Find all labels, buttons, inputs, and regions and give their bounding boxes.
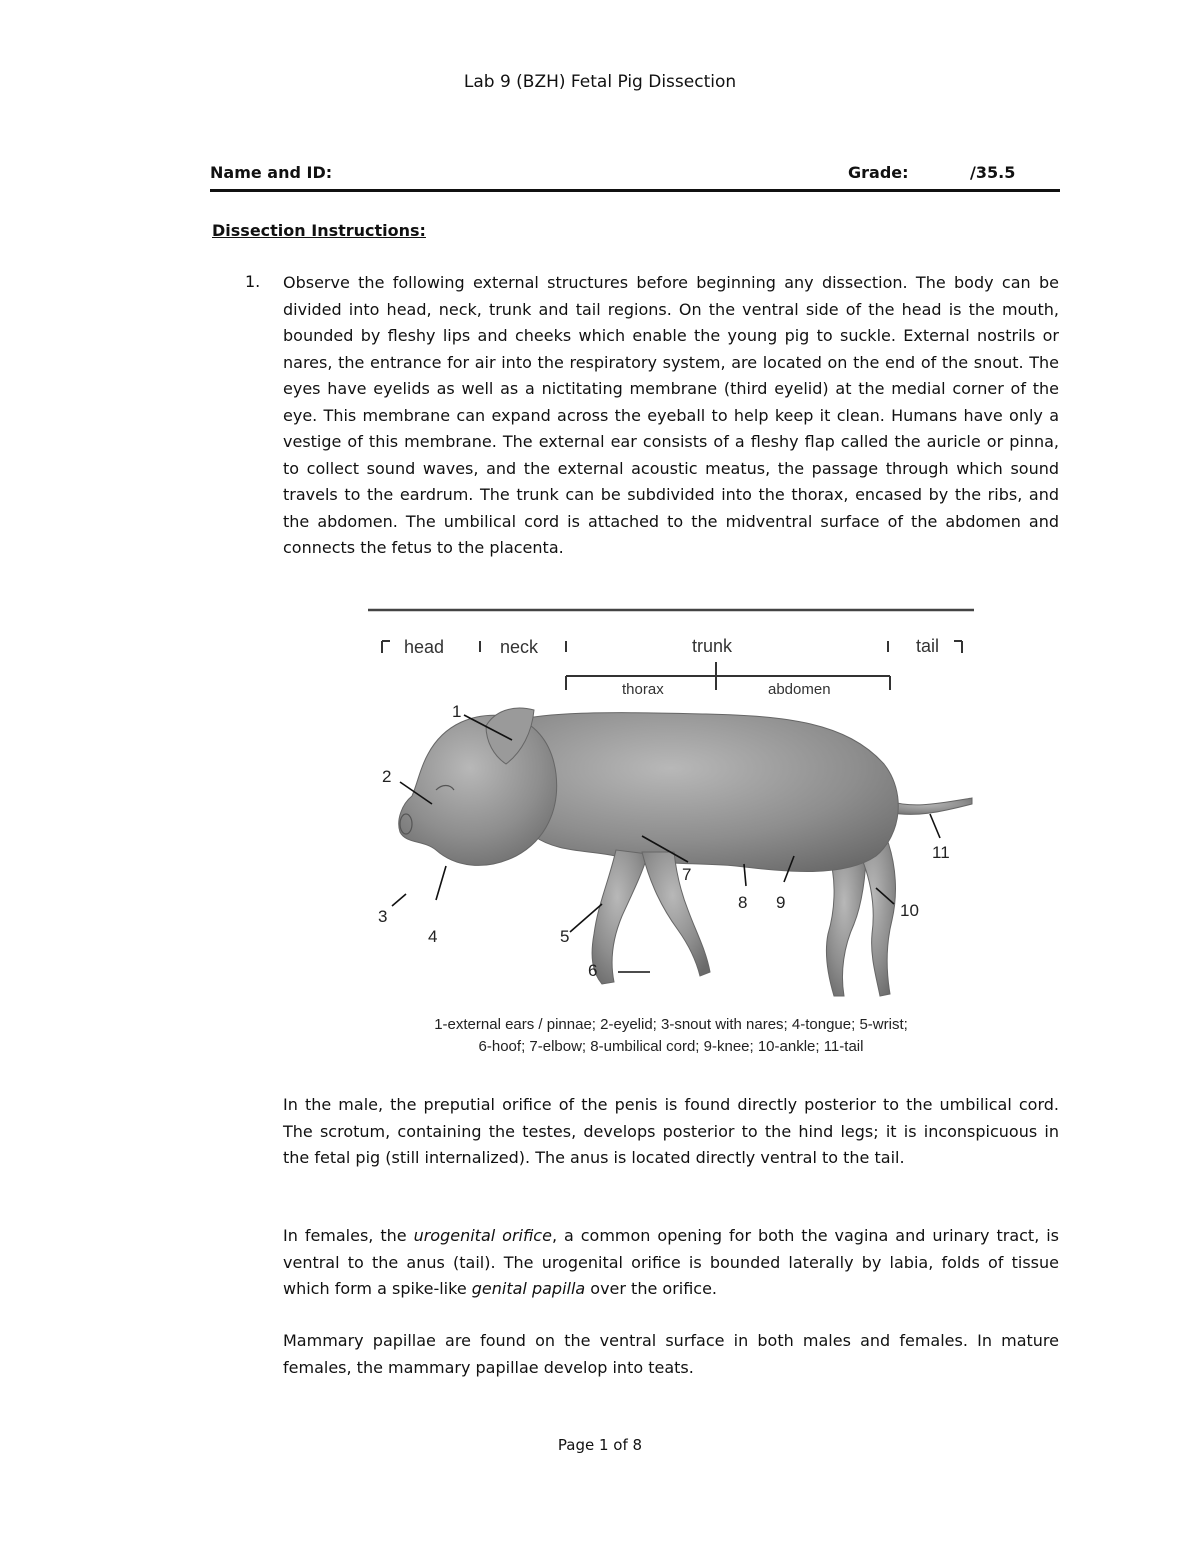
fetal-pig-diagram (366, 604, 976, 1056)
figure-label-1: 1 (452, 702, 462, 721)
figure-label-5: 5 (560, 927, 570, 946)
figure-caption-line1: 1-external ears / pinnae; 2-eyelid; 3-snout with nares; 4-tongue; 5-wrist; (434, 1016, 908, 1033)
figure-label-8: 8 (738, 893, 748, 912)
region-thorax: thorax (622, 681, 664, 698)
region-neck: neck (500, 637, 539, 657)
figure-label-7: 7 (682, 865, 692, 884)
region-trunk: trunk (692, 636, 733, 656)
grade-label: Grade: (848, 163, 909, 182)
female-text-b: , a common opening for both the vagina and urinary tract, is ventral to the anus (tail). The urogenital orifice is bounded laterally by labia, folds of tissue which form a spike-like (283, 1226, 1060, 1298)
region-tail: tail (916, 636, 940, 656)
name-grade-row (210, 163, 1060, 192)
male-paragraph: In the male, the preputial orifice of the penis is found directly posterior to the umbilical cord. The scrotum, containing the testes, develops posterior to the hind legs; it is inconspicuous in the fetal pig (still internalized). The anus is located directly ventral to the tail. (283, 1095, 1059, 1167)
name-id-label: Name and ID: (210, 163, 333, 182)
figure-label-9: 9 (776, 893, 786, 912)
genital-papilla-term: genital papilla (471, 1279, 586, 1298)
mammary-paragraph: Mammary papillae are found on the ventral surface in both males and females. In mature females, the mammary papillae develop into teats. (283, 1331, 1059, 1377)
figure-caption-line2: 6-hoof; 7-elbow; 8-umbilical cord; 9-knee; 10-ankle; 11-tail (478, 1038, 864, 1055)
step1-paragraph: Observe the following external structures before beginning any dissection. The body can be divided into head, neck, trunk and tail regions. On the ventral side of the head is the mouth, bounded by fleshy lips and cheeks which enable the young pig to suckle. External nostrils or nares, the entrance for air into the respiratory system, are located on the end of the snout. The eyes have eyelids as well as a nictitating membrane (third eyelid) at the medial corner of the eye. This membrane can expand across the eyeball to help keep it clean. Humans have only a vestige of this membrane. The external ear consists of a fleshy flap called the auricle or pinna, to collect sound waves, and the external acoustic meatus, the passage through which sound travels to the eardrum. The trunk can be subdivided into the thorax, encased by the ribs, and the abdomen. The umbilical cord is attached to the midventral surface of the abdomen and connects the fetus to the placenta. (283, 273, 1059, 557)
figure-label-3: 3 (378, 907, 388, 926)
female-paragraph (283, 1223, 1059, 1303)
document-title: Lab 9 (BZH) Fetal Pig Dissection (463, 72, 737, 92)
step-number: 1. (245, 272, 261, 291)
figure-label-4: 4 (428, 927, 438, 946)
region-abdomen: abdomen (768, 681, 831, 698)
figure-label-11: 11 (932, 843, 950, 862)
page-number: Page 1 of 8 (557, 1436, 643, 1454)
grade-total: /35.5 (970, 163, 1016, 182)
figure-label-10: 10 (900, 901, 919, 920)
female-text-c: over the orifice. (585, 1279, 718, 1298)
figure-label-6: 6 (588, 961, 598, 980)
section-heading: Dissection Instructions: (212, 221, 426, 240)
fetal-pig-figure (366, 604, 976, 1056)
region-head: head (404, 637, 445, 657)
urogenital-orifice-term: urogenital orifice (413, 1226, 552, 1245)
female-text-a: In females, the (283, 1226, 414, 1245)
pig-illustration (399, 708, 972, 996)
figure-label-2: 2 (382, 767, 392, 786)
